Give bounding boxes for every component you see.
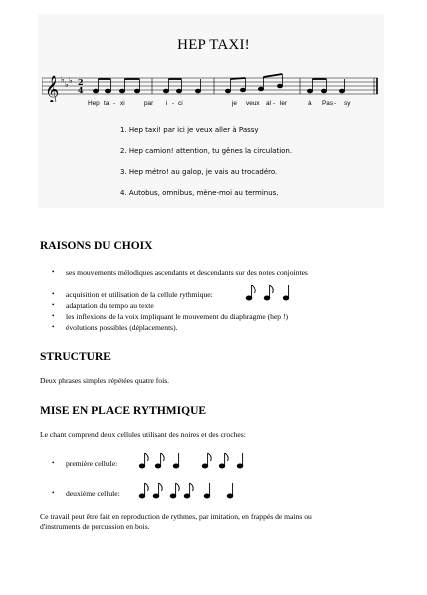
section-heading-rythme: MISE EN PLACE RYTHMIQUE	[40, 405, 207, 417]
treble-clef-icon	[45, 75, 59, 102]
raison-item: évolutions possibles (déplacements).	[66, 323, 178, 332]
lyric-syllable: -	[273, 100, 276, 107]
structure-text: Deux phrases simples répétées quatre fois.	[40, 376, 170, 385]
conclusion-line-1: Ce travail peut être fait en reproduction de rythmes, par imitation, en frappés de mains ou	[40, 512, 312, 521]
raison-item: ses mouvements mélodiques ascendants et descendants sur des notes conjointes	[66, 268, 308, 277]
eighth-note-icon	[202, 453, 211, 468]
rhythm-cell-1	[136, 450, 256, 470]
music-staff	[42, 70, 382, 102]
eighth-note-icon	[184, 483, 193, 498]
lyric-syllable: ta	[104, 100, 110, 107]
quarter-note-icon	[227, 483, 233, 498]
bullet-dot: •	[52, 323, 55, 331]
rythme-intro: Le chant comprend deux cellules utilisant des noires et des croches:	[40, 430, 246, 439]
lyric-syllable: ler	[280, 100, 288, 107]
conclusion-line-2: d'instruments de percussion en bois.	[40, 522, 150, 531]
svg-text:2: 2	[78, 77, 84, 87]
eighth-note-icon	[170, 483, 179, 498]
bullet-dot: •	[52, 290, 55, 298]
verse-2: 2. Hep camion! attention, tu gênes la circulation.	[120, 147, 293, 155]
lyric-syllable: Pas	[322, 100, 334, 107]
eighth-note-icon	[155, 453, 164, 468]
svg-text:𝄞: 𝄞	[45, 75, 60, 102]
lyric-syllable: Hep	[88, 100, 100, 107]
time-signature	[78, 77, 84, 95]
lyric-syllable: sy	[344, 100, 351, 107]
eighth-note-icon	[139, 453, 148, 468]
svg-text:♭: ♭	[61, 75, 65, 84]
rhythm-cell-2	[136, 480, 246, 500]
lyric-syllable: je	[232, 100, 237, 107]
verse-3: 3. Hep métro! au galop, je vais au trocadéro.	[120, 168, 278, 176]
lyric-syllable: xi	[120, 100, 125, 107]
bullet-dot: •	[52, 489, 55, 497]
quarter-note-icon	[237, 453, 243, 468]
svg-text:♭: ♭	[69, 76, 73, 85]
lyric-syllable: par	[144, 100, 154, 107]
quarter-note-icon	[204, 483, 210, 498]
eighth-note-icon	[153, 483, 162, 498]
quarter-note-icon	[283, 285, 289, 300]
raison-item: acquisition et utilisation de la cellule rythmique:	[66, 290, 213, 299]
lyric-syllable: -	[172, 100, 175, 107]
svg-text:♭: ♭	[65, 80, 69, 89]
raison-item: les inflexions de la voix impliquant le mouvement du diaphragme (hep !)	[66, 312, 289, 321]
svg-text:4: 4	[78, 85, 84, 95]
eighth-note-icon	[139, 483, 148, 498]
raison-item: adaptation du tempo au texte	[66, 301, 154, 310]
lyric-syllable: ci	[178, 100, 183, 107]
quarter-note-icon	[173, 453, 179, 468]
bullet-dot: •	[52, 301, 55, 309]
rhythm-cell-inline	[244, 282, 298, 302]
key-signature	[61, 75, 73, 89]
eighth-note-icon	[264, 285, 273, 300]
cell-1-label: première cellule:	[66, 459, 118, 468]
lyric-syllable: à	[308, 100, 312, 107]
bullet-dot: •	[52, 268, 55, 276]
lyric-syllable: i	[166, 100, 168, 107]
verse-4: 4. Autobus, omnibus, mène-moi au terminus.	[120, 189, 279, 197]
bullet-dot: •	[52, 459, 55, 467]
bullet-dot: •	[52, 312, 55, 320]
lyric-syllable: -	[334, 100, 337, 107]
section-heading-structure: STRUCTURE	[40, 351, 111, 363]
lyric-syllable: veux	[246, 100, 260, 107]
section-heading-raisons: RAISONS DU CHOIX	[40, 240, 153, 252]
lyric-syllable: -	[113, 100, 116, 107]
song-title: HEP TAXI!	[177, 37, 250, 53]
lyric-syllable: al	[266, 100, 271, 107]
verse-1: 1. Hep taxi! par ici je veux aller à Passy	[120, 126, 259, 134]
eighth-note-icon	[219, 453, 228, 468]
eighth-note-icon	[246, 285, 255, 300]
cell-2-label: deuxième cellule:	[66, 489, 120, 498]
